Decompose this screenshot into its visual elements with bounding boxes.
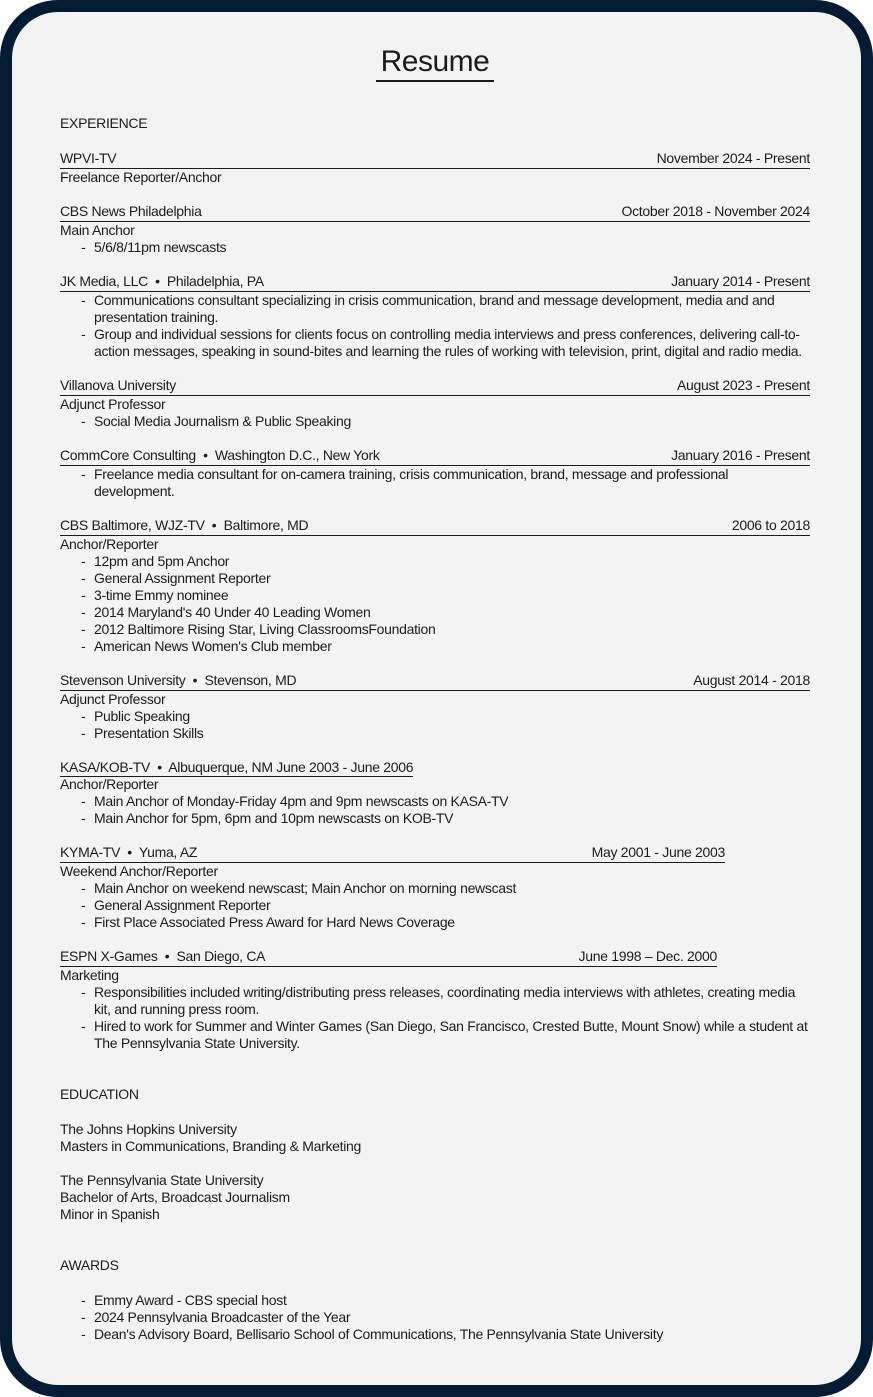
education-entry — [60, 1172, 810, 1223]
job-title: Anchor/Reporter — [60, 776, 159, 792]
entry-header — [60, 517, 810, 536]
school-name: The Johns Hopkins University — [60, 1121, 237, 1137]
bullet-dash: - — [81, 413, 86, 429]
bullet-text: Social Media Journalism & Public Speaking — [94, 413, 351, 429]
resume-document — [12, 12, 861, 1385]
bullet-text: American News Women's Club member — [94, 638, 332, 654]
list-item — [81, 914, 810, 931]
bullet-text: Presentation Skills — [94, 725, 204, 741]
award-text: 2024 Pennsylvania Broadcaster of the Year — [94, 1309, 351, 1325]
bullet-text: 2014 Maryland's 40 Under 40 Leading Women — [94, 604, 371, 620]
job-title: Adjunct Professor — [60, 396, 166, 412]
list-item — [81, 638, 810, 655]
list-item — [81, 1018, 810, 1052]
entry-header — [60, 844, 725, 863]
bullet-dash: - — [81, 1018, 86, 1034]
list-item — [81, 587, 810, 604]
degree-line: Masters in Communications, Branding & Marketing — [60, 1138, 362, 1154]
bullet-dash: - — [81, 914, 86, 930]
company-name: Villanova University — [60, 377, 176, 393]
entry-header — [60, 948, 717, 967]
job-title: Main Anchor — [60, 222, 135, 238]
list-item — [81, 466, 810, 500]
company-name: KASA/KOB-TV • Albuquerque, NM June 2003 - June 2006 — [60, 759, 414, 775]
degree-line: Bachelor of Arts, Broadcast Journalism — [60, 1189, 290, 1205]
bullet-text: First Place Associated Press Award for Hard News Coverage — [94, 914, 455, 930]
bullet-dash: - — [81, 466, 86, 482]
company-name: WPVI-TV — [60, 150, 117, 166]
bullet-text: Hired to work for Summer and Winter Games (San Diego, San Francisco, Crested Butte, Mount Snow) while a student at The Pennsylvania State University. — [94, 1018, 811, 1051]
date-range: January 2014 - Present — [671, 273, 810, 289]
list-item — [81, 413, 810, 430]
company-name: ESPN X-Games • San Diego, CA — [60, 948, 266, 964]
job-title: Weekend Anchor/Reporter — [60, 863, 218, 879]
bullet-text: Communications consultant specializing in crisis communication, brand and message development, media and and presentation training. — [94, 292, 779, 325]
bullet-dash: - — [81, 1326, 86, 1342]
bullet-dash: - — [81, 708, 86, 724]
award-text: Emmy Award - CBS special host — [94, 1292, 287, 1308]
experience-entry — [60, 672, 810, 742]
awards-list — [60, 1292, 810, 1343]
section-heading-experience: EXPERIENCE — [60, 115, 148, 131]
list-item — [81, 621, 810, 638]
job-title: Freelance Reporter/Anchor — [60, 169, 222, 185]
bullet-text: Main Anchor of Monday-Friday 4pm and 9pm newscasts on KASA-TV — [94, 793, 509, 809]
bullet-text: 2012 Baltimore Rising Star, Living ClassroomsFoundation — [94, 621, 436, 637]
list-item — [81, 553, 810, 570]
entry-header — [60, 273, 810, 292]
school-name: The Pennsylvania State University — [60, 1172, 264, 1188]
date-range: May 2001 - June 2003 — [591, 844, 725, 860]
education-entry — [60, 1121, 810, 1155]
bullet-dash: - — [81, 880, 86, 896]
company-name: JK Media, LLC • Philadelphia, PA — [60, 273, 264, 289]
page-title: Resume — [376, 45, 495, 82]
bullet-dash: - — [81, 587, 86, 603]
experience-entry — [60, 844, 810, 931]
company-name: CommCore Consulting • Washington D.C., New York — [60, 447, 380, 463]
award-text: Dean's Advisory Board, Bellisario School of Communications, The Pennsylvania State University — [94, 1326, 664, 1342]
list-item — [81, 793, 810, 810]
experience-entry — [60, 203, 810, 256]
experience-entry — [60, 447, 810, 500]
bullet-dash: - — [81, 793, 86, 809]
company-name: CBS News Philadelphia — [60, 203, 202, 219]
list-item — [81, 1309, 810, 1326]
bullet-dash: - — [81, 638, 86, 654]
experience-entry — [60, 759, 810, 827]
experience-entry — [60, 517, 810, 655]
date-range: 2006 to 2018 — [731, 517, 810, 533]
experience-entry — [60, 377, 810, 430]
list-item — [81, 897, 810, 914]
bullet-text: Main Anchor for 5pm, 6pm and 10pm newscasts on KOB-TV — [94, 810, 454, 826]
job-title: Marketing — [60, 967, 119, 983]
bullet-dash: - — [81, 292, 86, 308]
bullet-text: 12pm and 5pm Anchor — [94, 553, 230, 569]
section-heading-awards: AWARDS — [60, 1257, 119, 1273]
bullet-text: 3-time Emmy nominee — [94, 587, 229, 603]
entry-header — [60, 447, 810, 466]
bullet-text: Responsibilities included writing/distributing press releases, coordinating media interviews with athletes, creating media kit, and running press room. — [94, 984, 799, 1017]
bullet-dash: - — [81, 897, 86, 913]
experience-entry — [60, 948, 810, 1052]
job-title: Anchor/Reporter — [60, 536, 159, 552]
list-item — [81, 725, 810, 742]
bullet-dash: - — [81, 1309, 86, 1325]
company-name: Stevenson University • Stevenson, MD — [60, 672, 297, 688]
experience-entry — [60, 273, 810, 360]
company-name: KYMA-TV • Yuma, AZ — [60, 844, 198, 860]
entry-header — [60, 150, 810, 169]
date-range: November 2024 - Present — [656, 150, 810, 166]
date-range: June 1998 – Dec. 2000 — [578, 948, 717, 964]
job-title: Adjunct Professor — [60, 691, 166, 707]
date-range: August 2014 - 2018 — [693, 672, 810, 688]
list-item — [81, 708, 810, 725]
bullet-dash: - — [81, 1292, 86, 1308]
list-item — [81, 984, 810, 1018]
date-range: August 2023 - Present — [676, 377, 810, 393]
bullet-text: 5/6/8/11pm newscasts — [94, 239, 227, 255]
section-heading-education: EDUCATION — [60, 1086, 139, 1102]
title-container — [60, 45, 810, 82]
experience-entry — [60, 150, 810, 186]
bullet-text: General Assignment Reporter — [94, 570, 271, 586]
degree-line: Minor in Spanish — [60, 1206, 160, 1222]
list-item — [81, 604, 810, 621]
bullet-text: Group and individual sessions for clients focus on controlling media interviews and press conferences, delivering call-to-action messages, speaking in sound-bites and learning the rules of working with television, print, digital and radio media. — [94, 326, 802, 359]
bullet-dash: - — [81, 984, 86, 1000]
company-name: CBS Baltimore, WJZ-TV • Baltimore, MD — [60, 517, 309, 533]
date-range: October 2018 - November 2024 — [621, 203, 810, 219]
list-item — [81, 810, 810, 827]
date-range: January 2016 - Present — [671, 447, 810, 463]
list-item — [81, 880, 810, 897]
bullet-dash: - — [81, 553, 86, 569]
bullet-dash: - — [81, 621, 86, 637]
bullet-text: Freelance media consultant for on-camera training, crisis communication, brand, message and professional development. — [94, 466, 732, 499]
bullet-dash: - — [81, 810, 86, 826]
list-item — [81, 1292, 810, 1309]
bullet-dash: - — [81, 570, 86, 586]
bullet-dash: - — [81, 725, 86, 741]
list-item — [81, 292, 810, 326]
list-item — [81, 570, 810, 587]
bullet-text: General Assignment Reporter — [94, 897, 271, 913]
entry-header — [60, 672, 810, 691]
entry-header — [60, 377, 810, 396]
bullet-dash: - — [81, 604, 86, 620]
entry-header — [60, 759, 810, 776]
bullet-dash: - — [81, 326, 86, 342]
bullet-text: Main Anchor on weekend newscast; Main Anchor on morning newscast — [94, 880, 517, 896]
bullet-text: Public Speaking — [94, 708, 190, 724]
list-item — [81, 239, 810, 256]
list-item — [81, 1326, 810, 1343]
bullet-dash: - — [81, 239, 86, 255]
list-item — [81, 326, 810, 360]
entry-header — [60, 203, 810, 222]
